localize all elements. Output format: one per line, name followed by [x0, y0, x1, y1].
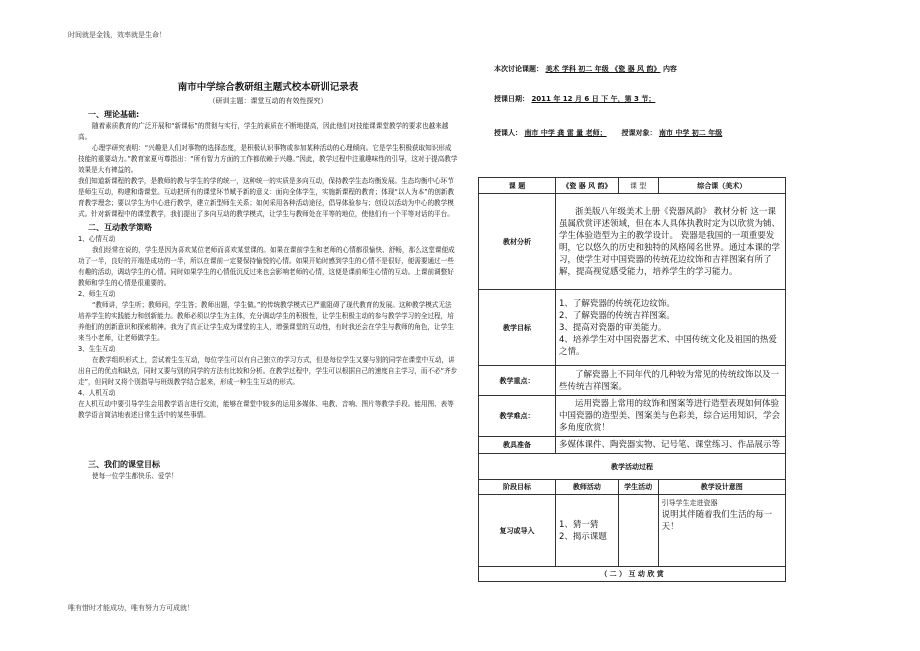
topic-suffix: 内容 [662, 65, 677, 73]
teacher-line [494, 126, 786, 140]
left-column [78, 82, 458, 482]
section-heading-theory: 一、理论基础: [88, 110, 140, 119]
date-line [494, 92, 786, 106]
teacher-label: 授课人： [494, 129, 522, 137]
type-value: 综合课（美术） [658, 178, 785, 194]
analysis-text: 浙美版八年级美术上册《瓷器风韵》 教材分析 这一课虽属欣赏评述领域，但在本人具体执教时定为以欣赏为铺、学生体验造型为主的教学设计。 瓷器是我国的一项重要发明，它以悠久的历史和独特的风格闻名世界。通过本课的学习，使学生对中国瓷器的传统花边纹饰和吉祥图案有所了解，提高视觉感受能力，培养学生的学习能力。 [559, 206, 781, 277]
section-heading-strategy: 二、互动教学策略 [88, 223, 152, 232]
course-value: 《瓷 器 风 韵》 [556, 178, 619, 194]
difficulty-value: 运用瓷器上常用的纹饰和图案等进行造型表现如何体验中国瓷器的造型美、图案美与色彩美，综合运用知识，学会多角度欣赏！ [556, 396, 786, 437]
review-label: 复习或导入 [479, 495, 556, 567]
analysis-value [556, 194, 786, 290]
paragraph: 在人机互动中要引导学生会用教学语言进行交流，能够在课堂中较多的运用多媒体、电教、音响、图片等教学手段。能用图、表等教学语言简洁地表述日常生活中的某些事情。 [78, 400, 454, 419]
strategy-item-heading: 2、师生互动 [78, 290, 116, 298]
paragraph: 心理学研究表明：“兴趣是人们对事物的选择态度，是积极认识事物或参加某种活动的心理倾向。它是学生积极获取知识形成技能的重要动力。”教育家夏丏尊指出：“所有智力方面的工作都依赖于兴趣。”因此，教学过程中注重趣味性的引导，这对于提高教学效果是大有裨益的。 [78, 144, 458, 174]
review-step: 2、揭示课题 [559, 531, 607, 542]
prep-value: 多媒体课件、陶瓷器实物、记号笔、课堂练习、作品展示等 [556, 437, 786, 454]
goal-item: 4、培养学生对中国瓷器艺术、中国传统文化及祖国的热爱之情。 [559, 334, 777, 357]
page-header: 时间就是金钱，效率就是生命！ [68, 31, 166, 39]
document-title: 南市中学综合教研组主题式校本研训记录表 [177, 82, 359, 93]
paragraph: 随着素质教育的广泛开展和“新课标”的贯彻与实行，学生的素质在不断地提高，因此他们对技能课课堂教学的要求也越来越高。 [78, 122, 449, 141]
goals-label: 教学目标 [479, 290, 556, 366]
paragraph: 使每一位学生都快乐、爱学！ [92, 472, 178, 480]
review-teacher-activity [556, 495, 619, 567]
review-step: 1、猜一猜 [559, 519, 599, 530]
paragraph: 我们知道新课程的教学，是教师的教与学生的学的统一，这种统一的实质是多向互动，保持教学生态均衡发展。生态均衡中心环节是师生互动，构建和谐课堂。互动把所有的课堂环节赋予新的意义：面向全体学生，实施新课程的教育；体现“以人为本”的创新教育教学理念；要以学生为中心进行教学，建立新型师生关系；如何采用各种活动途径，倡导体验参与；创设以活动为中心的教学模式。针对新课程中的课堂教学，我们提出了多向互动的教学模式，让学生与教师处在平等的地位，使他们有一个平等对话的平台。 [78, 177, 455, 218]
review-design-text: 说明其伴随着我们生活的每一天！ [661, 510, 773, 532]
goal-item: 2、了解瓷器的传统吉祥图案。 [559, 310, 675, 321]
paragraph: 我们经常在说的，学生是因为喜欢某位老师而喜欢某堂课的。如果在课前学生和老师的心情都很愉快、舒畅，那么这堂课便成功了一半，良好的开端是成功的一半，所以在课前一定要保持愉悦的心情。如果开始时感到学生的心情不是很好，便需要通过一些有趣的活动，调动学生的心情。同时如果学生的心情低沉反过来也会影响老师的心情，这便是课前师生心情的互动。上课前调整好教师和学生的心情是很重要的。 [78, 246, 455, 287]
section-heading-goal: 三、我们的课堂目标 [88, 460, 160, 469]
col-stage: 阶段目标 [479, 480, 556, 495]
key-point-value: 了解瓷器上不同年代的几种较为常见的传统纹饰以及一些传统吉祥图案。 [556, 366, 786, 396]
col-student: 学生活动 [618, 480, 658, 495]
review-design-title: 引导学生走进瓷器 [661, 499, 718, 507]
teacher-value: 南市 中学 龚 雷 量 老师； [524, 129, 607, 137]
col-teacher: 教师活动 [556, 480, 619, 495]
lesson-plan-table [478, 177, 786, 582]
topic-value: 美术 学科 初二 年级 《瓷 器 风 韵》 [545, 65, 661, 73]
col-design: 教学设计意图 [658, 480, 785, 495]
prep-label: 教具准备 [479, 437, 556, 454]
key-point-label: 教学重点： [479, 366, 556, 396]
paragraph: 在教学组织形式上，尝试着生生互动，每位学生可以有自己独立的学习方式，但是每位学生又要与别的同学在课堂中互动，讲出自己的优点和缺点，同时又要与别的同学的方法有比较和分析。在教学过程中，学生可以根据自己的速度自主学习，而不必“齐步走”，但同时又将个别指导与班级教学结合起来，形成一种生生互动的形式。 [78, 356, 458, 386]
review-design [658, 495, 785, 567]
type-label: 课 型 [618, 178, 658, 194]
date-value: 2011 年 12 月 6 日 下 午，第 3 节； [531, 95, 656, 103]
goal-item: 3、提高对瓷器的审美能力。 [559, 322, 667, 333]
lesson-info [494, 62, 786, 140]
strategy-item-heading: 4、人机互动 [78, 389, 116, 397]
difficulty-label: 教学难点： [479, 396, 556, 437]
date-label: 授课日期： [494, 95, 529, 103]
document-subtitle: （研训主题：课堂互动的有效性探究） [208, 97, 328, 105]
page-footer: 唯有惜时才能成功，唯有努力方可成就！ [68, 604, 194, 612]
section-interactive-appreciation: （ 二 ） 互 动 欣 赏 [479, 567, 786, 582]
analysis-label: 教材分析 [479, 194, 556, 290]
strategy-item-heading: 1、心情互动 [78, 235, 116, 243]
paragraph: “教师讲，学生听；教师问，学生答；教师出题，学生做。”的传统教学模式已严重阻碍了现代教育的发展。这种教学模式无法培养学生的实践能力和创新能力。教师必须以学生为主体，充分调动学生的积极性，让学生积极主动的参与教学学习的全过程，培养他们的创新意识和探索精神。我为了真正让学生成为课堂的主人，增强课堂的互动性，有时我还会在学生与教师的角色，让学生来当小老师，让老师做学生。 [78, 301, 454, 342]
topic-label: 本次讨论课题： [494, 65, 543, 73]
goal-item: 1、了解瓷器的传统花边纹饰。 [559, 298, 675, 309]
target-label: 授课对象： [621, 129, 657, 137]
strategy-item-heading: 3、生生互动 [78, 345, 116, 353]
course-label: 课 题 [479, 178, 556, 194]
goals-list [556, 290, 786, 366]
review-student-activity [618, 495, 658, 567]
topic-line [494, 62, 786, 76]
process-title: 教学活动过程 [479, 454, 786, 480]
target-value: 南市 中学 初二 年级 [658, 129, 723, 137]
